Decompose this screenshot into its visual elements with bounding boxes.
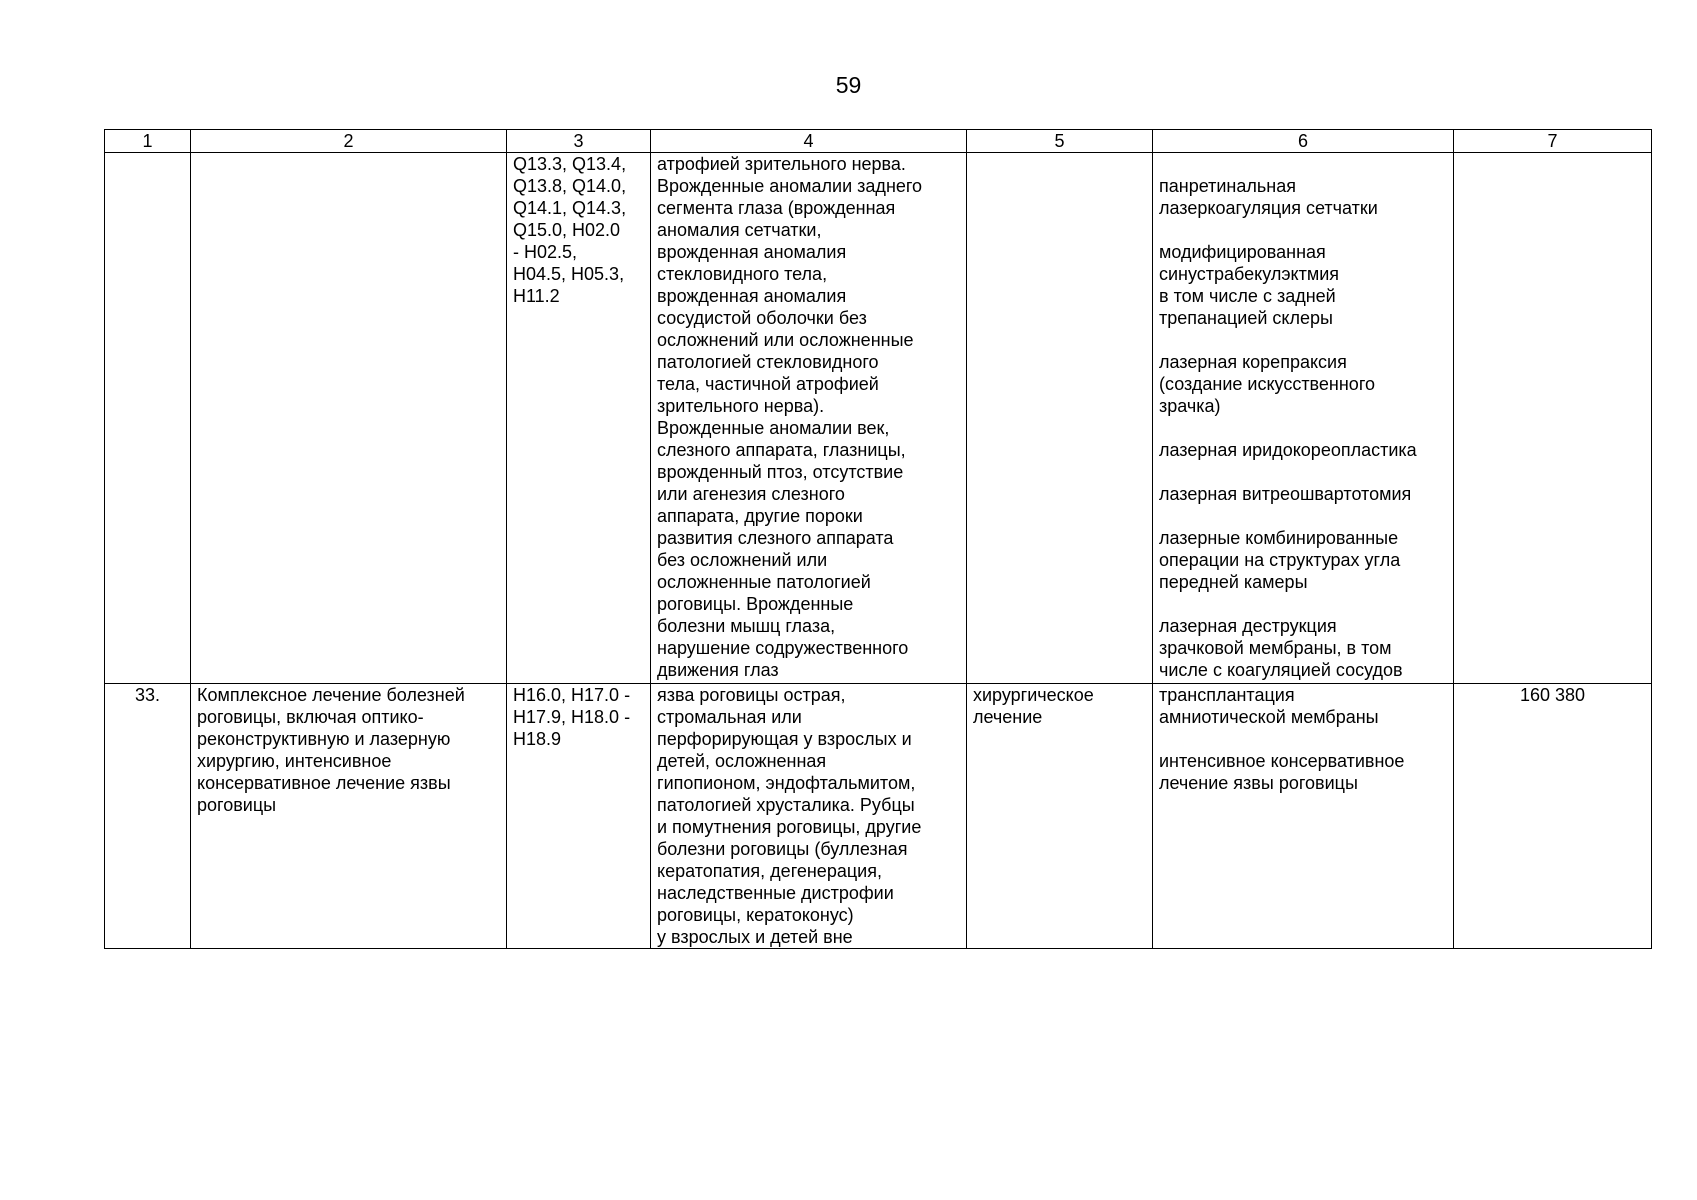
column-header: 7	[1454, 130, 1652, 153]
icd-codes-cell: Q13.3, Q13.4, Q13.8, Q14.0, Q14.1, Q14.3, Q15.0, H02.0 - H02.5, H04.5, H05.3, H11.2	[507, 153, 651, 684]
column-header: 3	[507, 130, 651, 153]
table-row	[105, 153, 1652, 684]
icd-codes-cell: H16.0, H17.0 - H17.9, H18.0 - H18.9	[507, 684, 651, 949]
treatment-methods-cell: панретинальная лазеркоагуляция сетчатки модифицированная синустрабекулэктмия в том числе с задней трепанацией склеры лазерная корепраксия (создание искусственного зрачка) лазерная иридокореопластика лазерная витреошвартотомия лазерные комбинированные операции на структурах угла передней камеры лазерная деструкция зрачковой мембраны, в том числе с коагуляцией сосудов	[1153, 153, 1454, 684]
column-header: 4	[651, 130, 967, 153]
row-number-cell	[105, 153, 191, 684]
cost-cell: 160 380	[1454, 684, 1652, 949]
treatment-type-cell	[967, 153, 1153, 684]
table-row	[105, 684, 1652, 949]
care-type-name-cell: Комплексное лечение болезней роговицы, включая оптико- реконструктивную и лазерную хирургию, интенсивное консервативное лечение язвы роговицы	[191, 684, 507, 949]
care-type-name-cell	[191, 153, 507, 684]
patient-model-cell: язва роговицы острая, стромальная или перфорирующая у взрослых и детей, осложненная гипопионом, эндофтальмитом, патологией хрусталика. Рубцы и помутнения роговицы, другие болезни роговицы (буллезная кератопатия, дегенерация, наследственные дистрофии роговицы, кератоконус) у взрослых и детей вне	[651, 684, 967, 949]
column-header: 2	[191, 130, 507, 153]
cost-cell	[1454, 153, 1652, 684]
column-header: 6	[1153, 130, 1454, 153]
row-number-cell: 33.	[105, 684, 191, 949]
patient-model-cell: атрофией зрительного нерва. Врожденные аномалии заднего сегмента глаза (врожденная аномалия сетчатки, врожденная аномалия стекловидного тела, врожденная аномалия сосудистой оболочки без осложнений или осложненные патологией стекловидного тела, частичной атрофией зрительного нерва). Врожденные аномалии век, слезного аппарата, глазницы, врожденный птоз, отсутствие или агенезия слезного аппарата, другие пороки развития слезного аппарата без осложнений или осложненные патологией роговицы. Врожденные болезни мышц глаза, нарушение содружественного движения глаз	[651, 153, 967, 684]
column-header: 1	[105, 130, 191, 153]
page-number: 59	[835, 72, 862, 98]
table-header-row	[105, 130, 1652, 153]
medical-care-table	[104, 129, 1652, 949]
column-header: 5	[967, 130, 1153, 153]
treatment-type-cell: хирургическое лечение	[967, 684, 1153, 949]
treatment-methods-cell: трансплантация амниотической мембраны интенсивное консервативное лечение язвы роговицы	[1153, 684, 1454, 949]
